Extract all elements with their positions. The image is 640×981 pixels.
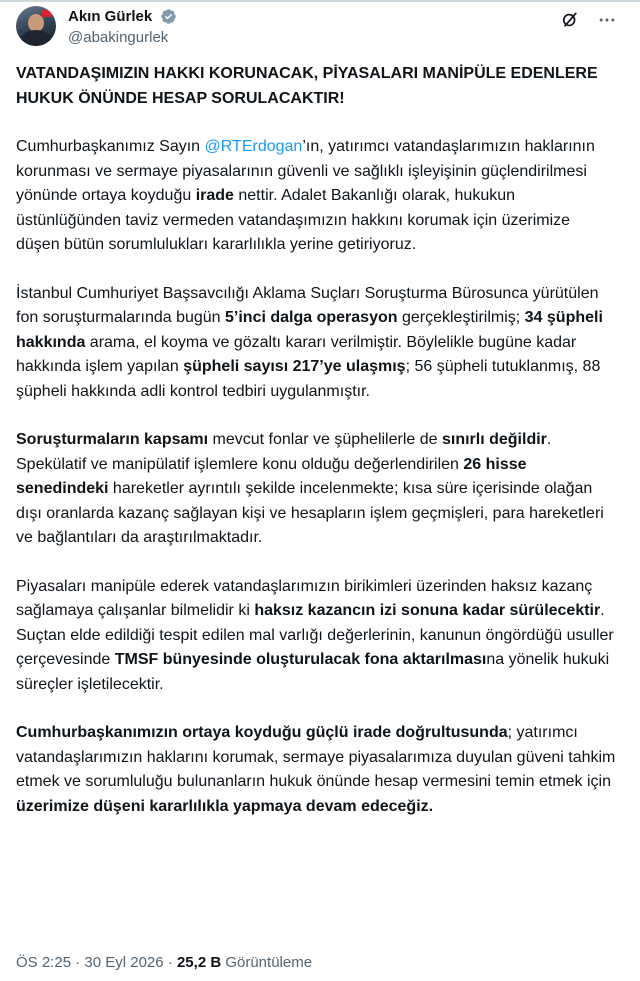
views-label: Görüntüleme [221,954,313,971]
post-title: VATANDAŞIMIZIN HAKKI KORUNACAK, PİYASALARI MANİPÜLE EDENLERE HUKUK ÖNÜNDE HESAP SORULACAKTIR! [16,65,598,107]
bold-segment: sınırlı değildir [441,431,547,448]
bold-segment: haksız kazancın izi sonuna kadar sürülecektir [254,602,601,619]
author-names [68,8,177,46]
meta-separator: · [163,954,177,971]
text-segment: na yönelik hukuki süreçler işletilecektir. [16,651,610,693]
text-segment: hareketler ayrıntılı şekilde incelenmekte; kısa süre içerisinde olağan dışı oranlarda kazanç sağlayan kişi ve hesapların işlem geçmişleri, para hareketleri ve bağlantıları da araştırılmaktadır. [16,480,604,546]
post-header [16,6,624,54]
text-segment: Cumhurbaşkanımız Sayın [16,138,205,155]
bold-segment: TMSF bünyesinde oluşturulacak fona aktarılması [114,651,487,668]
bold-segment: şüpheli sayısı 217’ye ulaşmış [183,358,406,375]
post-time[interactable]: ÖS 2:25 [16,954,72,971]
text-segment: ; 56 şüpheli tutuklanmış, 88 şüpheli hakkında adli kontrol tedbiri uygulanmıştır. [16,358,601,400]
bold-segment: 34 şüpheli hakkında [16,309,603,351]
post-paragraph-1 [16,135,616,258]
grok-icon[interactable] [560,10,580,30]
bold-segment: Cumhurbaşkanımızın ortaya koyduğu güçlü irade doğrultusunda [16,724,508,741]
post-meta [16,954,312,971]
views-count: 25,2 B [176,954,222,971]
avatar-flag [42,10,52,17]
text-segment: ’ın, yatırımcı vatandaşlarımızın haklarının korunması ve sermaye piyasalarının güvenli ve sağlıklı işleyişinin güçlendirilmesi yönünde ortaya koyduğu [16,138,595,204]
text-segment: . Spekülatif ve manipülatif işlemlere konu olduğu değerlendirilen [16,431,552,473]
meta-separator: · [71,954,85,971]
verified-badge-icon[interactable] [160,8,177,25]
text-segment: ; yatırımcı vatandaşlarımızın haklarını korumak, sermaye piyasalarımıza duyulan güveni tahkim etmek ve sorumluluğu bulunanların hukuk önünde hesap vermesini temin etmek için [16,724,616,790]
bold-segment: 26 hisse senedindeki [16,455,527,497]
more-dots-icon[interactable] [596,10,618,30]
bold-segment: üzerimize düşeni kararlılıkla yapmaya devam edeceğiz. [16,797,434,815]
bold-segment: irade [195,187,234,204]
author-display-name[interactable]: Akın Gürlek [68,8,153,26]
avatar[interactable] [16,6,56,46]
post-date[interactable]: 30 Eyl 2026 [84,954,164,971]
avatar-suit [21,30,51,46]
post-paragraph-5 [16,721,616,819]
post-paragraph-2 [16,282,616,405]
text-segment: gerçekleştirilmiş; [397,309,525,326]
text-segment: İstanbul Cumhuriyet Başsavcılığı Aklama Suçları Soruşturma Bürosunca yürütülen fon soruşturmalarında bugün [16,284,599,326]
bold-segment: Soruşturmaların kapsamı [16,431,209,448]
author-handle[interactable]: @abakingurlek [68,29,169,46]
post-text [16,62,616,843]
text-segment: Piyasaları manipüle ederek vatandaşlarımızın birikimleri üzerinden haksız kazanç sağlamaya çalışanlar bilmelidir ki [16,577,593,619]
bold-segment: 5’inci dalga operasyon [225,309,398,326]
text-segment: mevcut fonlar ve şüphelilerle de [208,431,442,448]
post-paragraph-4 [16,575,616,698]
mention-link[interactable]: @RTErdogan [204,138,303,155]
post-paragraph-3 [16,428,616,551]
text-segment: arama, el koyma ve gözaltı kararı verilmiştir. Böylelikle bugüne kadar hakkında işlem yapılan [16,333,577,375]
text-segment: . Suçtan elde edildiği tespit edilen mal varlığı değerlerinin, kanunun öngördüğü usuller çerçevesinde [16,602,614,668]
text-segment: nettir. Adalet Bakanlığı olarak, hukukun üstünlüğünden taviz vermeden vatandaşımızın hakkını korumak için üzerimize düşen bütün sorumlulukları kararlılıkla yerine getiriyoruz. [16,187,571,253]
